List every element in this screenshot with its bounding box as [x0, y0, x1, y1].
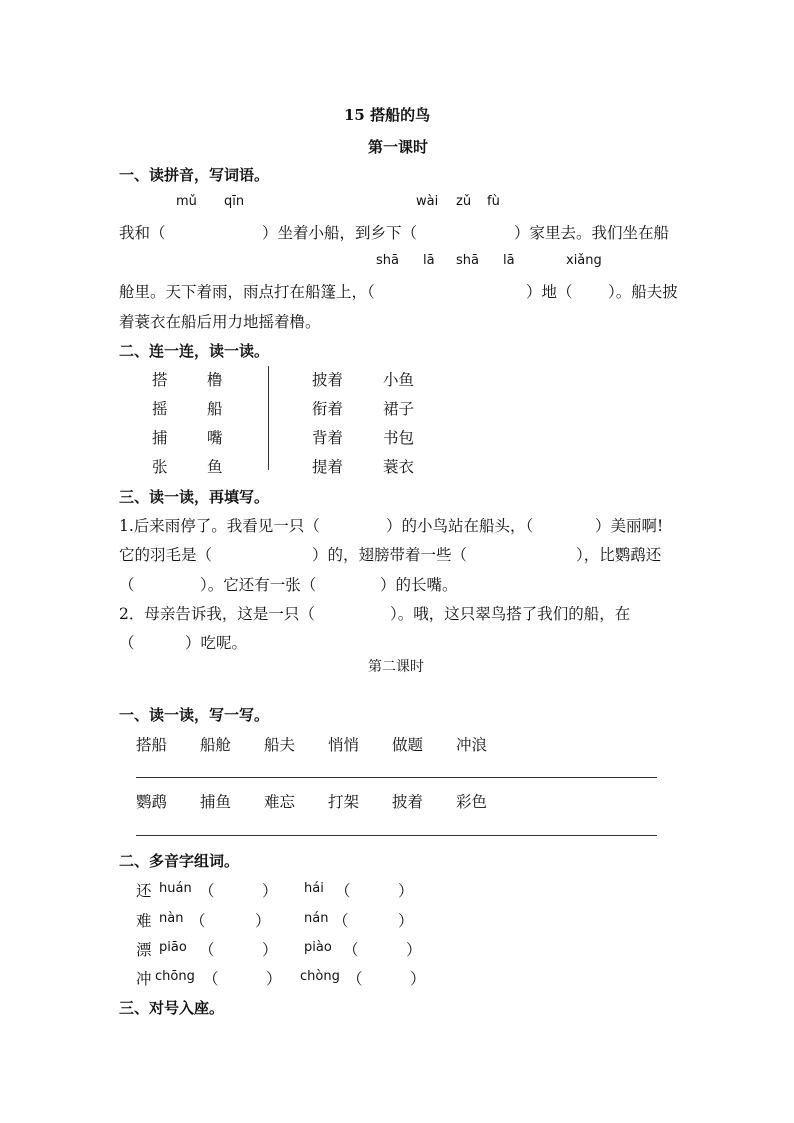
match-left-word: 搭: [152, 371, 168, 389]
s1-line2-c: ）。船夫披: [608, 283, 678, 301]
blank-open: （: [347, 970, 363, 988]
p2-section2-heading: 二、多音字组词。: [119, 852, 240, 870]
match-left-word: 船: [207, 400, 223, 418]
blank-close: ）: [410, 970, 426, 988]
vocab-word: 彩色: [456, 793, 488, 811]
poly-pinyin: piāo: [159, 940, 187, 955]
q2-line1-a: 2．母亲告诉我，这是一只（: [119, 605, 315, 623]
q1-line3-c: ）的长嘴。: [380, 576, 458, 594]
poly-pinyin: chòng: [300, 969, 340, 984]
q2-line1-b: ）。哦，这只翠鸟搭了我们的船，在: [390, 605, 631, 623]
pinyin-sha-2: shā: [456, 253, 479, 268]
blank-open: （: [335, 882, 351, 900]
blank-open: （: [333, 912, 349, 930]
s1-line3: 着蓑衣在船后用力地摇着橹。: [119, 313, 321, 331]
q1-line3-a: （: [119, 576, 135, 594]
match-right-word: 蓑衣: [383, 458, 415, 476]
page-title: 15 搭船的鸟: [344, 106, 431, 124]
vocab-word: 船夫: [264, 736, 296, 754]
vocab-word: 鹦鹉: [136, 793, 168, 811]
match-right-word: 书包: [383, 429, 415, 447]
blank-close: ）: [398, 882, 414, 900]
blank-open: （: [199, 882, 215, 900]
poly-pinyin: hái: [304, 881, 324, 896]
poly-char: 难: [136, 912, 152, 930]
q1-line3-b: ）。它还有一张（: [200, 576, 317, 594]
match-right-word: 背着: [312, 429, 344, 447]
match-right-word: 披着: [312, 371, 344, 389]
p2-section1-heading: 一、读一读，写一写。: [119, 706, 270, 724]
pinyin-la-1: lā: [423, 253, 435, 268]
poly-pinyin: huán: [159, 881, 192, 896]
q1-line1-c: ）美丽啊!: [595, 517, 664, 535]
q1-line2-a: 它的羽毛是（: [119, 546, 213, 564]
blank-close: ）: [266, 970, 282, 988]
poly-pinyin: chōng: [155, 969, 195, 984]
vocab-word: 做题: [392, 736, 424, 754]
pinyin-zu: zǔ: [456, 194, 472, 209]
q2-line2-a: （: [119, 634, 135, 652]
match-right-word: 衔着: [312, 400, 344, 418]
pinyin-xiang: xiǎng: [566, 253, 602, 268]
pinyin-mu: mǔ: [176, 194, 197, 209]
s1-line2-a: 舱里。天下着雨，雨点打在船篷上，（: [119, 283, 375, 301]
vocab-word: 打架: [328, 793, 360, 811]
q2-line2-b: ）吃呢。: [185, 634, 248, 652]
vocab-word: 捕鱼: [200, 793, 232, 811]
blank-open: （: [343, 941, 359, 959]
match-left-word: 鱼: [207, 458, 223, 476]
lesson-two-heading: 第二课时: [368, 659, 424, 675]
blank-close: ）: [262, 882, 278, 900]
lesson-one-heading: 第一课时: [368, 138, 429, 156]
p2-section3-heading: 三、对号入座。: [119, 999, 225, 1017]
s1-line2-b: ）地（: [526, 283, 573, 301]
blank-close: ）: [406, 941, 422, 959]
section1-heading: 一、读拼音，写词语。: [119, 166, 270, 184]
s1-line1-c: ）家里去。我们坐在船: [514, 224, 670, 242]
vocab-word: 船舱: [200, 736, 232, 754]
match-right-word: 提着: [312, 458, 344, 476]
pinyin-la-2: lā: [503, 253, 515, 268]
blank-open: （: [203, 970, 219, 988]
poly-char: 冲: [136, 970, 152, 988]
vocab-word: 悄悄: [328, 736, 360, 754]
pinyin-wai: wài: [416, 194, 439, 209]
pinyin-fu: fù: [487, 194, 500, 209]
section2-heading: 二、连一连，读一读。: [119, 342, 270, 360]
writing-line[interactable]: [136, 835, 657, 836]
poly-char: 漂: [136, 941, 152, 959]
pinyin-sha-1: shā: [376, 253, 399, 268]
writing-line[interactable]: [136, 777, 657, 778]
blank-open: （: [190, 912, 206, 930]
blank-close: ）: [398, 912, 414, 930]
q1-line1-a: 1.后来雨停了。我看见一只（: [119, 517, 320, 535]
match-left-word: 张: [152, 458, 168, 476]
match-right-word: 小鱼: [383, 371, 415, 389]
vocab-word: 冲浪: [456, 736, 488, 754]
pinyin-qin: qīn: [224, 194, 245, 209]
poly-pinyin: nán: [304, 911, 329, 926]
q1-line1-b: ）的小鸟站在船头，（: [386, 517, 534, 535]
vocab-word: 难忘: [264, 793, 296, 811]
match-left-word: 嘴: [207, 429, 223, 447]
s1-line1-a: 我和（: [119, 224, 166, 242]
blank-close: ）: [255, 912, 271, 930]
blank-close: ）: [262, 941, 278, 959]
s1-line1-b: ）坐着小船，到乡下（: [262, 224, 418, 242]
poly-pinyin: piào: [304, 940, 332, 955]
q1-line2-b: ）的，翅膀带着一些（: [312, 546, 468, 564]
vocab-word: 搭船: [136, 736, 168, 754]
match-left-word: 摇: [152, 400, 168, 418]
q1-line2-c: ），比鹦鹉还: [576, 546, 662, 564]
match-right-word: 裙子: [383, 400, 415, 418]
poly-char: 还: [136, 882, 152, 900]
vocab-word: 披着: [392, 793, 424, 811]
poly-pinyin: nàn: [159, 911, 184, 926]
blank-open: （: [199, 941, 215, 959]
match-divider: [268, 366, 269, 470]
match-left-word: 捕: [152, 429, 168, 447]
match-left-word: 橹: [207, 371, 223, 389]
section3-heading: 三、读一读，再填写。: [119, 488, 270, 506]
